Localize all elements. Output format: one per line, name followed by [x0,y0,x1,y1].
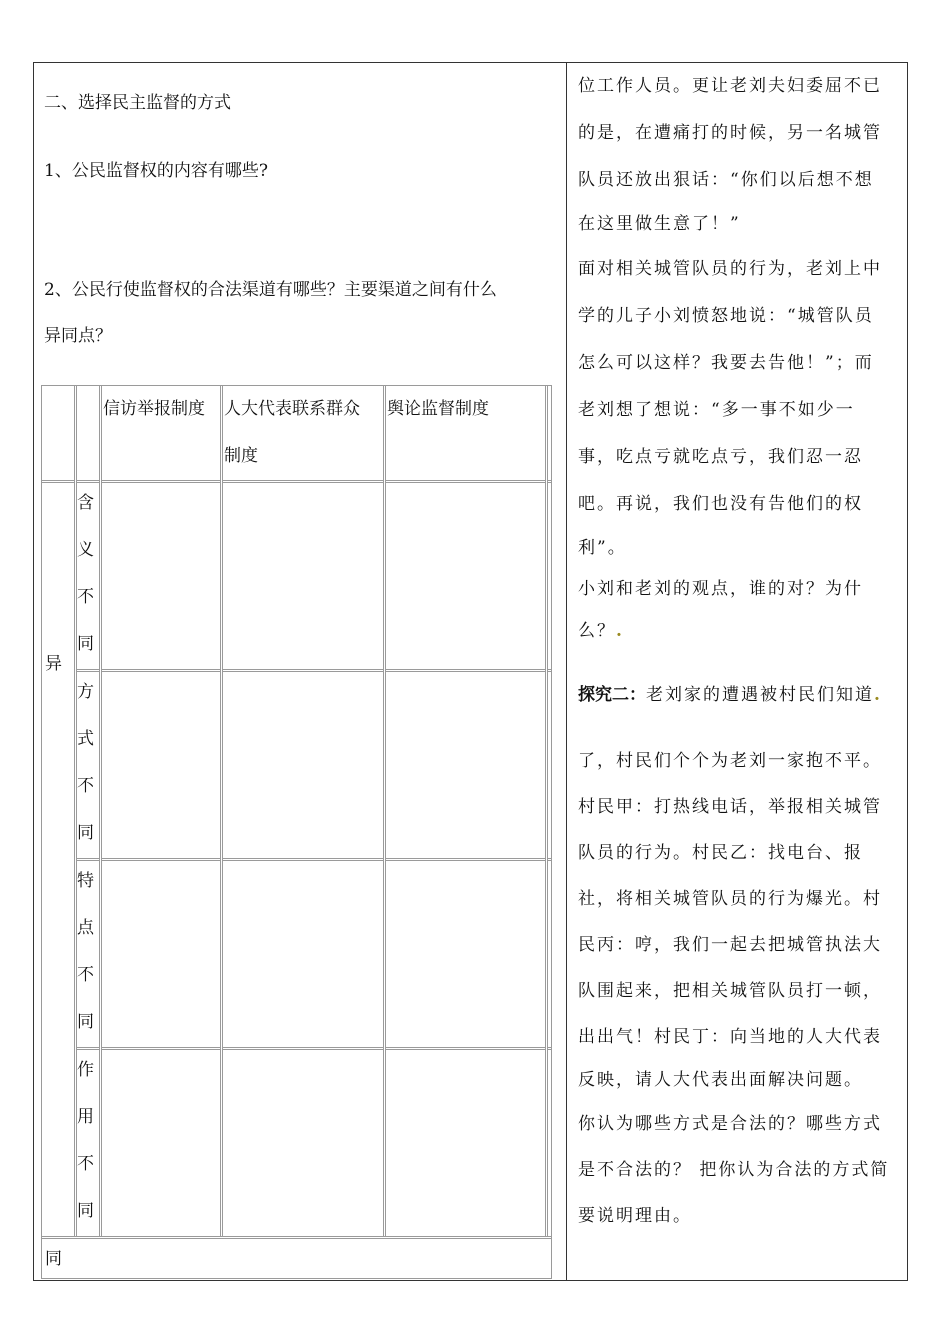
text-line: 怎么可以这样？我要去告他！”；而 [578,353,874,373]
row-label-feature: 特 点 不 同 [77,871,94,1032]
text-line: 位工作人员。更让老刘夫妇委屈不已 [578,76,882,96]
row-line [75,1047,551,1050]
text-line: 队员还放出狠话：“你们以后想不想 [578,170,874,190]
dot-mark: . [616,621,624,641]
question-2-line: 你认为哪些方式是合法的？哪些方式 [578,1114,882,1134]
text-line: 的是，在遭痛打的时候，另一名城管 [578,123,882,143]
text-line: 队员的行为。村民乙：找电台、报 [578,843,863,863]
text-line: 在这里做生意了！” [578,214,741,234]
explore-text: 老刘家的遭遇被村民们知道 [646,685,874,705]
text-line: 事，吃点亏就吃点亏，我们忍一忍 [578,447,863,467]
explore-line: 探究二：老刘家的遭遇被村民们知道. [578,685,882,705]
main-table [33,62,908,1281]
row-line [42,480,75,483]
text-line: 出出气！村民丁：向当地的人大代表 [578,1027,882,1047]
section-heading: 二、选择民主监督的方式 [44,93,231,113]
row-line [75,669,551,672]
row-label-function: 作 用 不 同 [77,1060,94,1221]
col-line [99,386,102,1236]
column-divider [566,63,567,1280]
case-text [578,63,906,1239]
text-line: 面对相关城管队员的行为，老刘上中 [578,259,882,279]
comparison-table [41,385,552,1279]
text-line: 民丙：哼，我们一起去把城管执法大 [578,935,882,955]
row-line [75,480,551,483]
question-2-line1: 2、公民行使监督权的合法渠道有哪些？主要渠道之间有什么 [44,280,497,300]
header-npc-line1: 人大代表联系群众 [224,399,360,419]
explore-label: 探究二： [578,685,646,705]
text-line: 了，村民们个个为老刘一家抱不平。 [578,751,882,771]
question-2-line: 要说明理由。 [578,1206,692,1226]
row-label-meaning: 含 义 不 同 [77,493,94,654]
text-line: 村民甲：打热线电话，举报相关城管 [578,797,882,817]
header-petition: 信访举报制度 [103,399,205,419]
text-line: 吧。再说，我们也没有告他们的权 [578,494,863,514]
text-line: 社，将相关城管队员的行为爆光。村 [578,889,882,909]
diff-label: 异 [45,654,62,674]
col-line [383,386,386,1236]
text-line: 队围起来，把相关城管队员打一顿， [578,981,882,1001]
same-label: 同 [45,1249,62,1269]
row-line [42,1236,551,1239]
col-line [220,386,223,1236]
question-1-line: 小刘和老刘的观点，谁的对？为什 [578,579,863,599]
row-label-method: 方 式 不 同 [77,682,94,843]
question-2-line: 是不合法的？ 把你认为合法的方式简 [578,1160,890,1180]
question-2-line2: 异同点？ [44,326,112,346]
row-line [75,858,551,861]
header-npc-line2: 制度 [224,446,258,466]
text-line: 学的儿子小刘愤怒地说：“城管队员 [578,306,874,326]
question-1: 1、公民监督权的内容有哪些? [44,161,268,181]
text-line: 利”。 [578,538,627,558]
header-media: 舆论监督制度 [387,399,489,419]
text-line: 老刘想了想说：“多一事不如少一 [578,400,855,420]
question-1-line2: 么？. [578,621,624,641]
text-line: 反映，请人大代表出面解决问题。 [578,1070,863,1090]
col-line [545,386,548,1236]
